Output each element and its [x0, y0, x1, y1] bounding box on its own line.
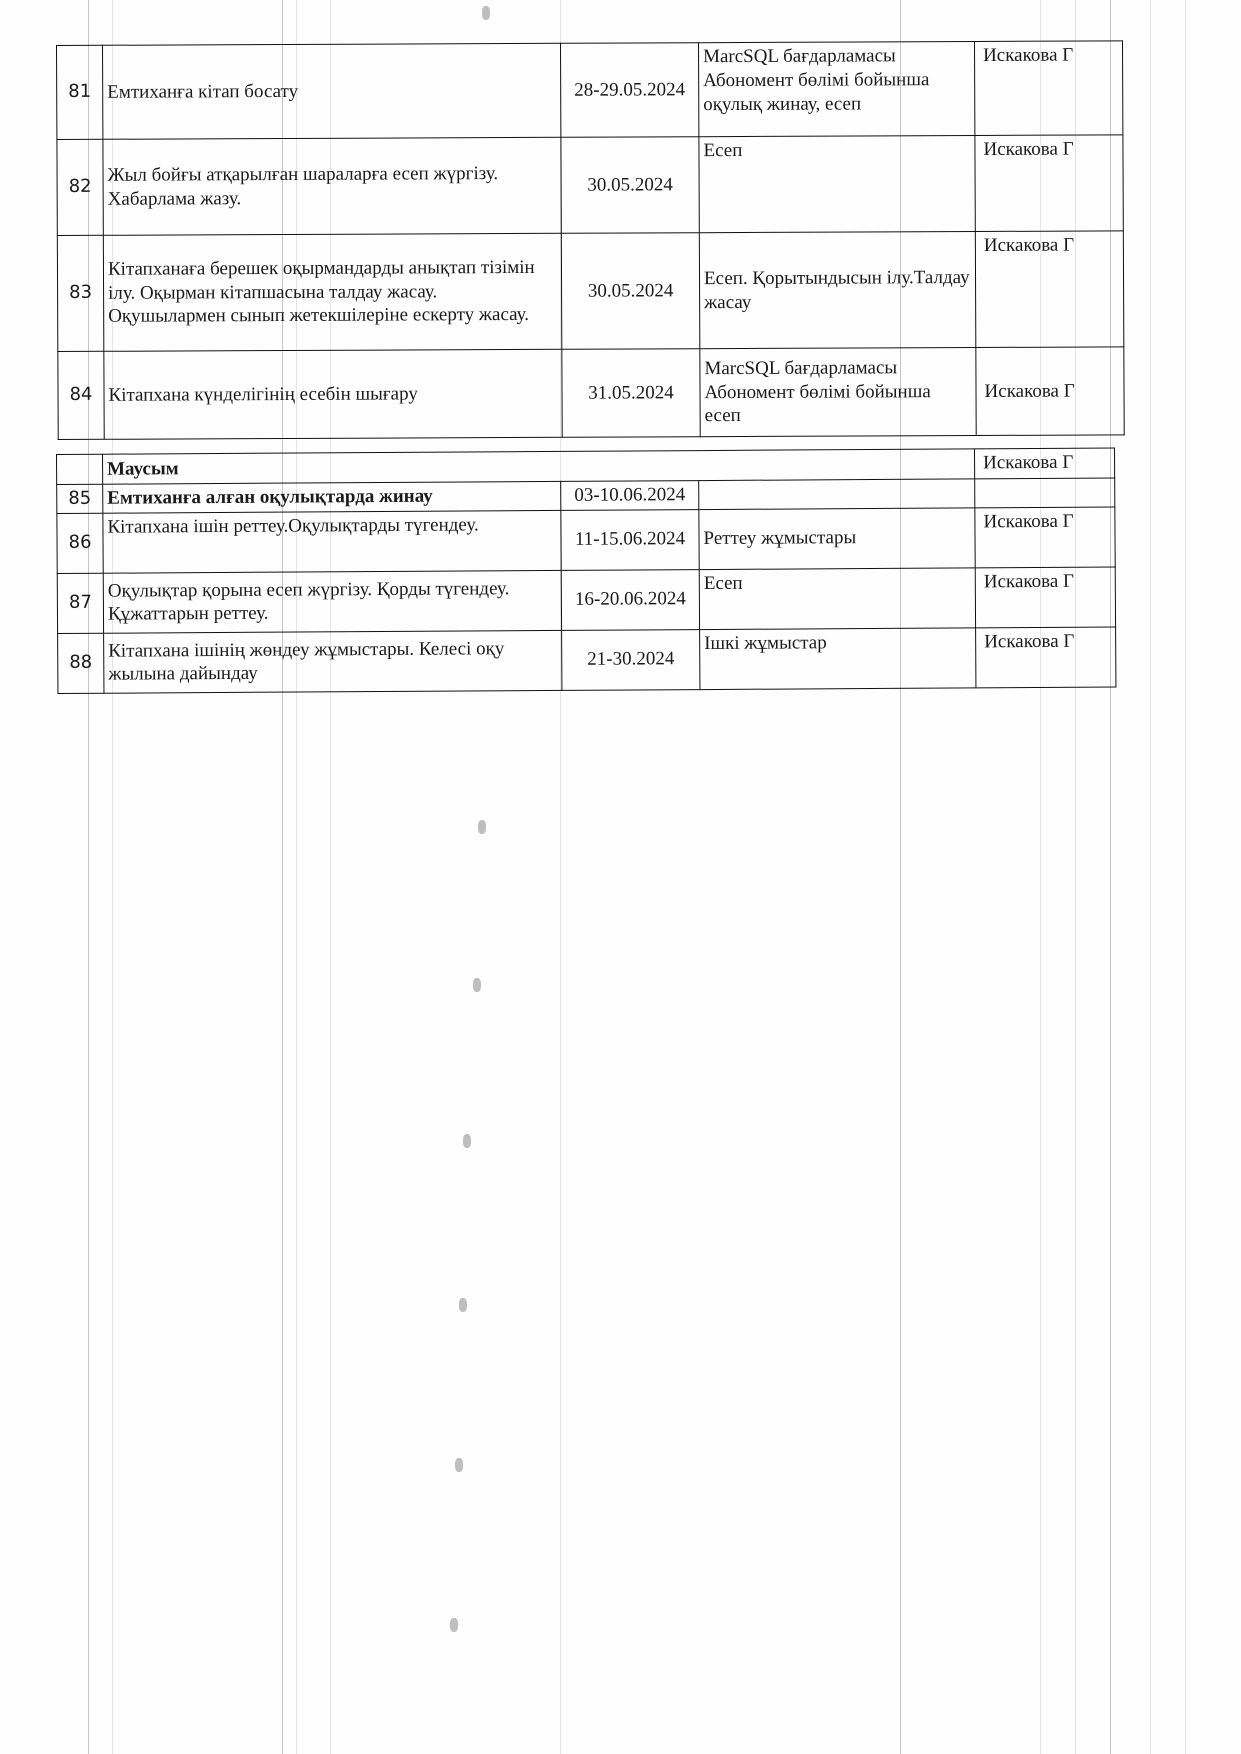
date-cell: 16-20.06.2024 [561, 569, 699, 630]
form-cell: MarcSQL бағдарламасы Абономент бөлімі бойынша есеп [700, 347, 976, 436]
scan-speck [482, 6, 490, 20]
form-cell [699, 479, 975, 509]
row-number: 81 [57, 45, 103, 139]
scan-streak [1150, 0, 1151, 1754]
form-cell: MarcSQL бағдарламасы Абономент бөлімі бойынша оқулық жинау, есеп [698, 41, 974, 136]
table-row [58, 347, 1124, 440]
responsible-cell: Искакова Г [975, 231, 1124, 348]
row-number: 82 [57, 139, 103, 235]
scan-speck [450, 1618, 458, 1632]
row-number: 87 [57, 573, 103, 633]
date-cell: 03-10.06.2024 [561, 481, 699, 511]
activity-cell: Оқулықтар қорына есеп жүргізу. Қорды түгендеу. Құжаттарын реттеу. [103, 570, 561, 633]
section-title: Маусым [103, 449, 975, 484]
scan-streak [1185, 0, 1186, 1754]
responsible-cell: Искакова Г [976, 627, 1116, 688]
row-number: 88 [58, 633, 104, 693]
table-row [57, 41, 1123, 140]
responsible-cell: Искакова Г [974, 41, 1122, 136]
date-cell: 11-15.06.2024 [561, 509, 699, 570]
activity-cell: Емтиханға алған оқулықтарда жинау [103, 481, 561, 513]
responsible-cell: Искакова Г [975, 448, 1115, 479]
responsible-cell: Искакова Г [975, 567, 1115, 628]
activity-cell: Емтиханға кітап босату [103, 43, 561, 139]
responsible-cell: Искакова Г [975, 507, 1115, 568]
scan-speck [473, 978, 481, 992]
table-row [57, 135, 1123, 236]
responsible-cell: Искакова Г [975, 135, 1123, 232]
row-number: 84 [58, 351, 104, 439]
form-cell: Реттеу жұмыстары [699, 508, 975, 570]
activity-cell: Кітапхана ішін реттеу.Оқулықтарды түгендеу. [103, 510, 561, 573]
plan-table-lower [56, 448, 1116, 694]
row-number: 83 [57, 235, 104, 351]
scan-speck [455, 1458, 463, 1472]
row-number [57, 454, 103, 484]
form-cell: Есеп. Қорытындысын ілу.Талдау жасау [699, 231, 976, 348]
date-cell: 21-30.2024 [562, 629, 700, 690]
form-cell: Ішкі жұмыстар [700, 628, 976, 690]
table-row [57, 231, 1123, 352]
activity-cell: Кітапханаға берешек оқырмандарды анықтап тізімін ілу. Оқырман кітапшасына талдау жасау. Оқушылармен сынып жетекшілеріне ескерту жасау. [103, 233, 562, 351]
date-cell: 31.05.2024 [562, 349, 700, 438]
table-row [57, 567, 1115, 633]
table-row [58, 627, 1116, 693]
row-number: 86 [57, 513, 103, 573]
scan-speck [478, 820, 486, 834]
table-row [57, 507, 1115, 573]
form-cell: Есеп [699, 135, 975, 232]
row-number: 85 [57, 484, 103, 513]
responsible-cell [975, 478, 1115, 508]
scan-speck [463, 1134, 471, 1148]
date-cell: 30.05.2024 [561, 233, 700, 350]
activity-cell: Кітапхана күнделігінің есебін шығару [104, 349, 562, 439]
activity-cell: Кітапхана ішінің жөндеу жұмыстары. Келесі оқу жылына дайындау [104, 630, 562, 693]
form-cell: Есеп [699, 568, 975, 630]
scan-speck [459, 1298, 467, 1312]
responsible-cell: Искакова Г [976, 347, 1124, 436]
plan-table-upper [56, 40, 1125, 440]
date-cell: 28-29.05.2024 [560, 43, 698, 138]
date-cell: 30.05.2024 [561, 137, 699, 234]
activity-cell: Жыл бойғы атқарылған шараларға есеп жүргізу. Хабарлама жазу. [103, 137, 561, 235]
